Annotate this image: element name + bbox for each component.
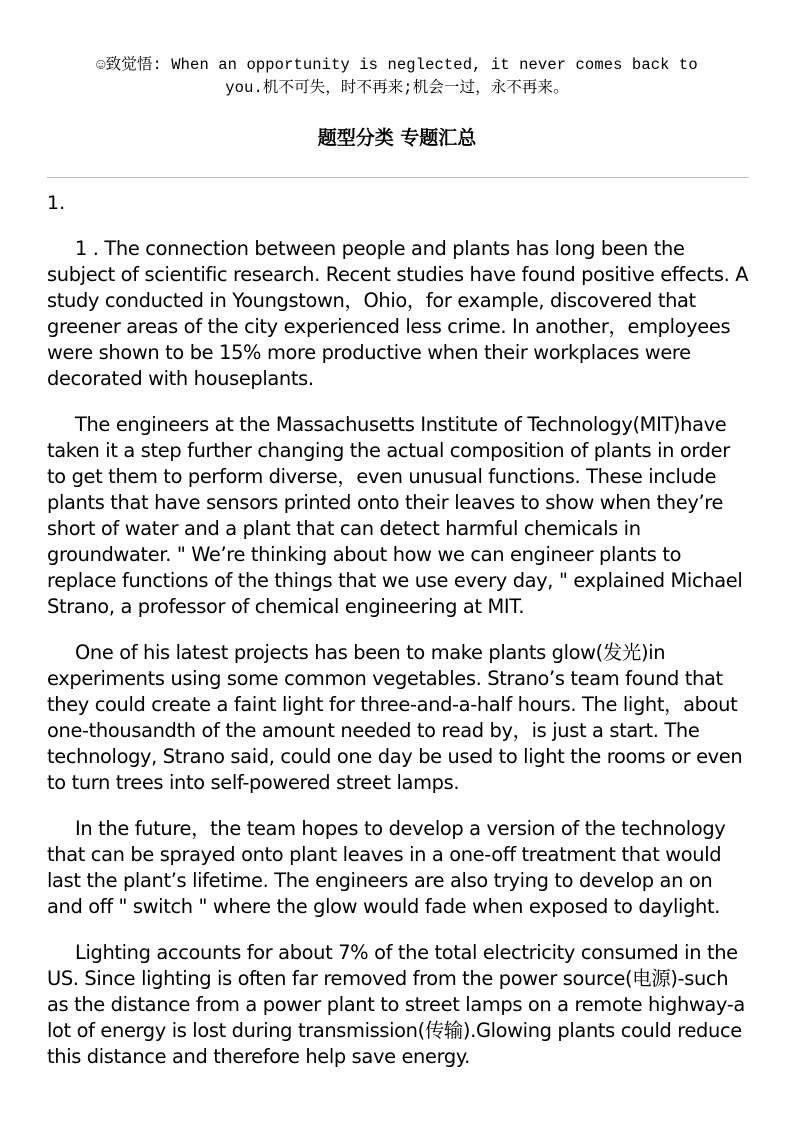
- reading-passage: [47, 236, 749, 1090]
- motto-line-2: you.机不可失，时不再来;机会一过，永不再来。: [225, 79, 569, 97]
- page-title: 题型分类 专题汇总: [317, 127, 477, 149]
- passage-paragraph-1: 1 . The connection between people and plants has long been the subject of scientific research. Recent studies have found positive effects. A study conducted in Youngstown，Ohio，for example, discovered that greener areas of the city experienced less crime. In another，employees were shown to be 15% more productive when their workplaces were decorated with houseplants.: [47, 237, 749, 390]
- question-number: 1.: [47, 192, 66, 214]
- passage-paragraph-4: In the future，the team hopes to develop a version of the technology that can be sprayed onto plant leaves in a one-off treatment that would last the plant’s lifetime. The engineers are also trying to develop an on and off " switch " where the glow would fade when exposed to daylight.: [47, 817, 726, 918]
- motto-line-1: ☺致觉悟: When an opportunity is neglected, it never comes back to: [96, 56, 698, 74]
- motto-header: [60, 54, 734, 100]
- passage-paragraph-2: The engineers at the Massachusetts Institute of Technology(MIT)have taken it a step further changing the actual composition of plants in order to get them to perform diverse，even unusual functions. These include plants that have sensors printed onto their leaves to show when they’re short of water and a plant that can detect harmful chemicals in groundwater. " We’re thinking about how we can engineer plants to replace functions of the things that we use every day, " explained Michael Strano, a professor of chemical engineering at MIT.: [47, 413, 743, 618]
- header-divider: [47, 177, 749, 178]
- passage-paragraph-3: One of his latest projects has been to make plants glow(发光)in experiments using some common vegetables. Strano’s team found that they could create a faint light for three-and-a-half hours. The light，about one-thousandth of the amount needed to read by，is just a start. The technology, Strano said, could one day be used to light the rooms or even to turn trees into self-powered street lamps.: [47, 641, 743, 794]
- passage-paragraph-5: Lighting accounts for about 7% of the total electricity consumed in the US. Since lighting is often far removed from the power source(电源)-such as the distance from a power plant to street lamps on a remote highway-a lot of energy is lost during transmission(传输).Glowing plants could reduce this distance and therefore help save energy.: [47, 941, 745, 1068]
